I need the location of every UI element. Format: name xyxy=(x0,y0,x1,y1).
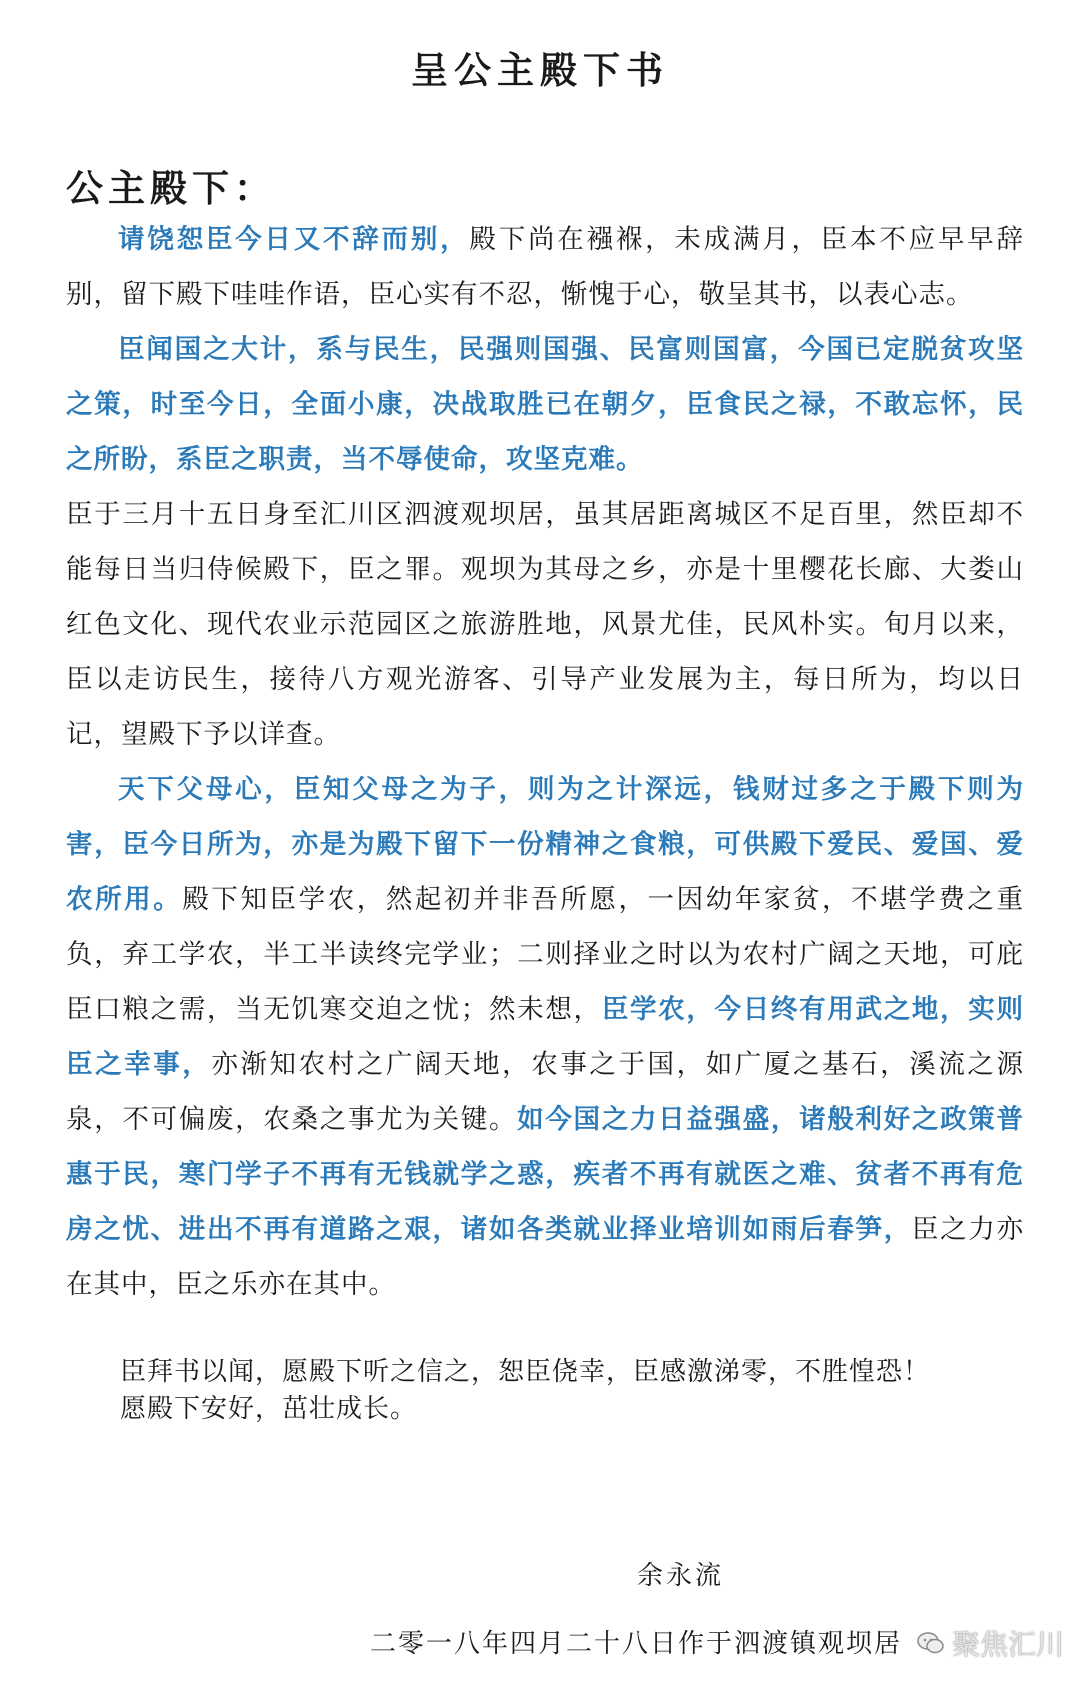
watermark xyxy=(916,1623,1064,1663)
highlighted-text: 如今国之力日益强盛，诸般利好之政策普惠于民，寒门学子不再有无钱就学之惑，疾者不再有就医之难、贫者不再有危房之忧、进出不再有道路之艰，诸如各类就业择业培训如雨后春笋， xyxy=(66,1104,1025,1245)
closing-line-1: 臣拜书以闻，愿殿下听之信之，恕臣侥幸，臣感激涕零，不胜惶恐！ xyxy=(120,1357,931,1387)
highlighted-text: 天下父母心，臣知父母之为子，则为之计深远，钱财过多之于殿下则为害，臣今日所为，亦是为殿下留下一份精神之食粮，可供殿下爱民、爱国、爱农所用。 xyxy=(66,774,1024,915)
body-text: 亦渐知农村之广阔天地，农事之于国，如广厦之基石，溪流之源泉，不可偏废，农桑之事尤为关键。 xyxy=(66,1049,1024,1135)
wechat-icon xyxy=(916,1630,946,1656)
paragraph-2 xyxy=(66,322,1024,487)
body-text: 臣于三月十五日身至汇川区泗渡观坝居，虽其居距离城区不足百里，然臣却不能每日当归侍候殿下，臣之罪。观坝为其母之乡，亦是十里樱花长廊、大娄山红色文化、现代农业示范园区之旅游胜地，风景尤佳，民风朴实。旬月以来，臣以走访民生，接待八方观光游客、引导产业发展为主，每日所为，均以日记，望殿下予以详查。 xyxy=(66,499,1024,750)
letter-body xyxy=(66,212,1024,1312)
signature: 余永流 xyxy=(637,1561,725,1591)
highlighted-text: 臣学农，今日终有用武之地，实则臣之幸事， xyxy=(66,994,1025,1080)
body-text: 殿下尚在襁褓，未成满月，臣本不应早早辞别，留下殿下哇哇作语，臣心实有不忍，惭愧于心，敬呈其书，以表心志。 xyxy=(66,224,1025,310)
letter-title: 呈公主殿下书 xyxy=(411,49,669,92)
highlighted-text: 臣闻国之大计，系与民生，民强则国强、民富则国富，今国已定脱贫攻坚之策，时至今日，全面小康，决战取胜已在朝夕，臣食民之禄，不敢忘怀，民之所盼，系臣之职责，当不辱使命，攻坚克难。 xyxy=(66,334,1024,475)
body-text: 臣之力亦在其中，臣之乐亦在其中。 xyxy=(66,1214,1025,1300)
body-text: 殿下知臣学农，然起初并非吾所愿，一因幼年家贫，不堪学费之重负，弃工学农，半工半读终完学业；二则择业之时以为农村广阔之天地，可庇臣口粮之需，当无饥寒交迫之忧；然未想， xyxy=(66,884,1024,1025)
paragraph-3 xyxy=(66,487,1024,762)
paragraph-1 xyxy=(66,212,1024,322)
closing-line-2: 愿殿下安好，茁壮成长。 xyxy=(120,1394,418,1424)
date-line: 二零一八年四月二十八日作于泗渡镇观坝居 xyxy=(370,1629,903,1659)
highlighted-text: 请饶恕臣今日又不辞而别， xyxy=(118,224,470,255)
salutation: 公主殿下： xyxy=(66,167,276,210)
paragraph-4 xyxy=(66,762,1024,1312)
closing xyxy=(120,1354,930,1428)
watermark-text: 聚焦汇川 xyxy=(952,1628,1065,1661)
